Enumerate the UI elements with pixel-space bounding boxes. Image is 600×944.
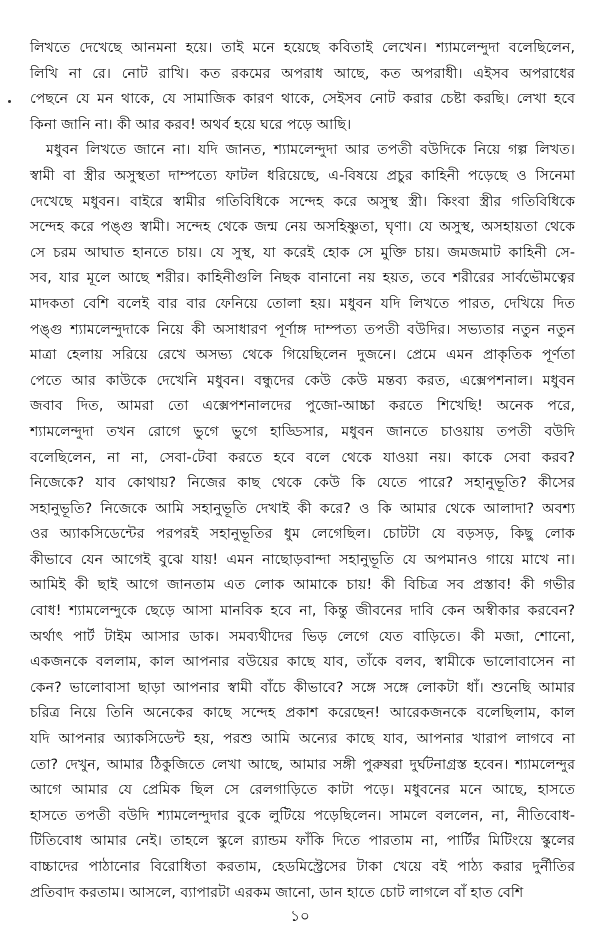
text-line: ওর অ্যাকসিডেন্টের পরপরই সহানুভূতির ধুম লেগেছিল। চোটটা যে বড়সড়, কিছু লোক <box>30 526 575 543</box>
text-line: সন্দেহ করে পঙ্গু স্বামী। সন্দেহ থেকে জন্ম নেয় অসহিষ্ণুতা, ঘৃণা। যে অসুস্থ, অসহায়তা থেকে <box>30 219 575 236</box>
text-line: অর্থাৎ পার্ট টাইম আসার ডাক। সমব্যথীদের ভিড় লেগে যেত বাড়িতে। কী মজা, শোনো, <box>30 628 575 645</box>
text-line: নিজেকে? যাব কোথায়? নিজের কাছ থেকে কেউ কি যেতে পারে? সহানুভূতি? কীসের <box>30 475 575 492</box>
text-line: একজনকে বললাম, কাল আপনার বউয়ের কাছে যাব, তাঁকে বলব, স্বামীকে ভালোবাসেন না <box>30 654 575 671</box>
text-line: বোধ! শ্যামলেন্দুকে ছেড়ে আসা মানবিক হবে না, কিন্তু জীবনের দাবি কেন অস্বীকার করবেন? <box>30 603 575 620</box>
text-line: কেন? ভালোবাসা ছাড়া আপনার স্বামী বাঁচে কীভাবে? সঙ্গে সঙ্গে লোকটা ধাঁ। শুনেছি আমার <box>30 679 575 696</box>
text-line: কিনা জানি না। কী আর করব! অথর্ব হয়ে ঘরে পড়ে আছি। <box>30 116 352 133</box>
text-line: লিখতে দেখেছে আনমনা হয়ে। তাই মনে হয়েছে কবিতাই লেখেন। শ্যামলেন্দুদা বলেছিলেন, <box>30 40 575 56</box>
text-line: মাত্রা হেলায় সরিয়ে রেখে অসভ্য থেকে গিয়েছিলেন দুজনে। প্রেমে এমন প্রাকৃতিক পূর্ণতা <box>30 347 575 364</box>
text-line: সব, যার মূলে আছে শরীর। কাহিনীগুলি নিছক বানানো নয় হয়ত, তবে শরীরের সার্বভৌমত্বের <box>30 270 575 287</box>
text-line: হাসতে তপতী বউদি শ্যামলেন্দুদার বুকে লুটিয়ে পড়েছিলেন। সামলে বললেন, না, নীতিবোধ- <box>30 807 575 824</box>
margin-mark <box>8 100 11 103</box>
text-line: মাদকতা বেশি বলেই বার বার ফেনিয়ে তোলা হয়। মধুবন যদি লিখতে পারত, দেখিয়ে দিত <box>30 295 575 312</box>
text-line: লিখি না রে। নোট রাখি। কত রকমের অপরাধ আছে, কত অপরাধী। এইসব অপরাধের <box>30 65 575 82</box>
text-line: তো? দেখুন, আমার ঠিকুজিতে লেখা আছে, আমার সঙ্গী পুরুষরা দুর্ঘটনাগ্রস্ত হবেন। শ্যামলেন্দুর <box>30 756 575 773</box>
text-line: বাচ্চাদের পাঠানোর বিরোধিতা করতাম, হেডমিস্ট্রেসের টাকা খেয়ে বই পাঠ্য করার দুর্নীতির <box>30 859 575 875</box>
text-line: শ্যামলেন্দুদা তখন রোগে ভুগে ভুগে হাড্ডিসার, মধুবন জানতে চাওয়ায় তপতী বউদি <box>30 423 575 440</box>
text-line: সে চরম আঘাত হানতে চায়। যে সুস্থ, যা করেই হোক সে মুক্তি চায়। জমজমাট কাহিনী সে- <box>30 244 575 261</box>
text-line: আগে আমার যে প্রেমিক ছিল সে রেলগাড়িতে কাটা পড়ে। মধুবনের মনে আছে, হাসতে <box>30 782 575 799</box>
body-text <box>30 36 575 906</box>
text-line: যদি আপনার অ্যাকসিডেন্ট হয়, পরশু আমি অন্যের কাছে যাব, আপনার খারাপ লাগবে না <box>30 731 575 748</box>
text-line: পেতে আর কাউকে দেখেনি মধুবন। বন্ধুদের কেউ কেউ মন্তব্য করত, এক্সেপশনাল। মধুবন <box>30 372 575 389</box>
text-line: প্রতিবাদ করতাম। আসলে, ব্যাপারটা এরকম জানো, ডান হাতে চোট লাগলে বাঁ হাত বেশি <box>30 884 524 901</box>
page-number: ১০ <box>290 907 310 925</box>
text-line: দেখেছে মধুবন। বাইরে স্বামীর গতিবিধিকে সন্দেহ করে অসুস্থ স্ত্রী। কিংবা স্ত্রীর গতিবিধিকে <box>30 193 575 210</box>
text-line: মধুবন লিখতে জানে না। যদি জানত, শ্যামলেন্দুদা আর তপতী বউদিকে নিয়ে গল্প লিখত। <box>46 142 575 159</box>
text-line: কীভাবে যেন আগেই বুঝে যায়! এমন নাছোড়বান্দা সহানুভূতি যে অপমানও গায়ে মাখে না। <box>30 551 575 568</box>
text-line: পেছনে যে মন থাকে, যে সামাজিক কারণ থাকে, সেইসব নোট করার চেষ্টা করছি। লেখা হবে <box>30 91 575 108</box>
text-line: চরিত্র নিয়ে তিনি অনেকের কাছে সন্দেহ প্রকাশ করেছেন! আরেকজনকে বলেছিলাম, কাল <box>30 705 575 722</box>
text-line: বলেছিলেন, না না, সেবা-টেবা করতে হবে বলে থেকে যাওয়া নয়। কাকে সেবা করব? <box>30 449 575 466</box>
text-line: স্বামী বা স্ত্রীর অসুস্থতা দাম্পত্যে ফাটল ধরিয়েছে, এ-বিষয়ে প্রচুর কাহিনী পড়েছে ও সিনেমা <box>30 167 575 184</box>
text-line: আমিই কী ছাই আগে জানতাম এত লোক আমাকে চায়! কী বিচিত্র সব প্রস্তাব! কী গভীর <box>30 577 575 594</box>
text-line: পঙ্গু শ্যামলেন্দুদাকে নিয়ে কী অসাধারণ পূর্ণাঙ্গ দাম্পত্য তপতী বউদির। সভ্যতার নতুন নতুন <box>30 321 575 338</box>
text-line: টিতিবোধ আমার নেই। তাহলে স্কুলে র‍্যান্ডম ফাঁকি দিতে পারতাম না, পার্টির মিটিংয়ে স্কুলের <box>30 833 575 850</box>
text-line: জবাব দিত, আমরা তো এক্সেপশনালদের পুজো-আচ্চা করতে শিখেছি! অনেক পরে, <box>30 398 575 415</box>
text-line: সহানুভূতি? নিজেকে আমি সহানুভূতি দেখাই কী করে? ও কি আমার থেকে আলাদা? অবশ্য <box>30 500 575 517</box>
